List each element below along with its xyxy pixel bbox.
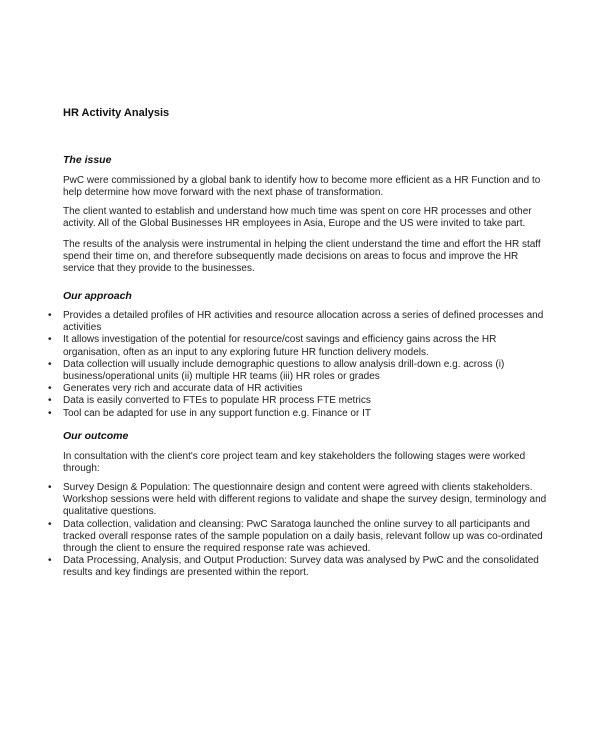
issue-heading: The issue	[63, 154, 112, 166]
list-item	[48, 383, 548, 395]
approach-heading: Our approach	[63, 290, 132, 302]
bullet-icon: •	[48, 555, 52, 567]
bullet-icon: •	[48, 482, 52, 493]
list-item-text: Generates very rich and accurate data of HR activities	[63, 383, 303, 395]
list-item-text: Survey Design & Population: The questionnaire design and content were agreed with clients stakeholders. Workshop sessions were held with different regions to validate and shape the survey design, terminology and qualitative questions.	[63, 482, 547, 518]
list-item-text: Provides a detailed profiles of HR activities and resource allocation across a series of defined processes and activities	[63, 310, 544, 334]
bullet-icon: •	[48, 358, 52, 370]
list-item	[48, 310, 548, 334]
issue-paragraph-3: The results of the analysis were instrumental in helping the client understand the time and effort the HR staff spend their time on, and therefore subsequently made decisions on areas to focus and improve the HR service that they provide to the businesses.	[63, 239, 541, 275]
outcome-heading: Our outcome	[63, 430, 129, 442]
list-item	[48, 395, 548, 407]
list-item	[48, 482, 548, 519]
outcome-list	[48, 482, 548, 580]
list-item	[48, 555, 548, 579]
bullet-icon: •	[48, 518, 52, 530]
outcome-intro: In consultation with the client's core project team and key stakeholders the following stages were worked through:	[63, 451, 526, 475]
bullet-icon: •	[48, 383, 52, 395]
list-item-text: Data collection, validation and cleansing: PwC Saratoga launched the online survey to all participants and tracked overall response rates of the sample population on a daily basis, relevant follow up was co-ordinated through the client to ensure the required response rate was achieved.	[63, 518, 543, 555]
list-item	[48, 358, 548, 383]
list-item-text: It allows investigation of the potential for resource/cost savings and efficiency gains across the HR organisation, often as an input to any exploring future HR function delivery models.	[63, 334, 497, 358]
list-item-text: Data is easily converted to FTEs to populate HR process FTE metrics	[63, 395, 371, 407]
bullet-icon: •	[48, 334, 52, 346]
list-item-text: Tool can be adapted for use in any support function e.g. Finance or IT	[63, 407, 371, 419]
issue-paragraph-1: PwC were commissioned by a global bank to identify how to become more efficient as a HR Function and to help determine how move forward with the next phase of transformation.	[63, 175, 541, 199]
bullet-icon: •	[48, 395, 52, 407]
list-item	[48, 518, 548, 556]
bullet-icon: •	[48, 407, 52, 419]
list-item-text: Data Processing, Analysis, and Output Production: Survey data was analysed by PwC and the consolidated results and key findings are presented within the report.	[63, 555, 539, 579]
list-item-text: Data collection will usually include demographic questions to allow analysis drill-down e.g. across (i) business/operational units (ii) multiple HR teams (iii) HR roles or grades	[63, 358, 505, 383]
approach-list	[48, 310, 548, 420]
bullet-icon: •	[48, 310, 52, 321]
list-item	[48, 407, 548, 420]
page-title: HR Activity Analysis	[63, 107, 170, 119]
list-item	[48, 334, 548, 358]
issue-paragraph-2: The client wanted to establish and understand how much time was spent on core HR processes and other activity. All of the Global Businesses HR employees in Asia, Europe and the US were invited to take part.	[63, 206, 532, 230]
